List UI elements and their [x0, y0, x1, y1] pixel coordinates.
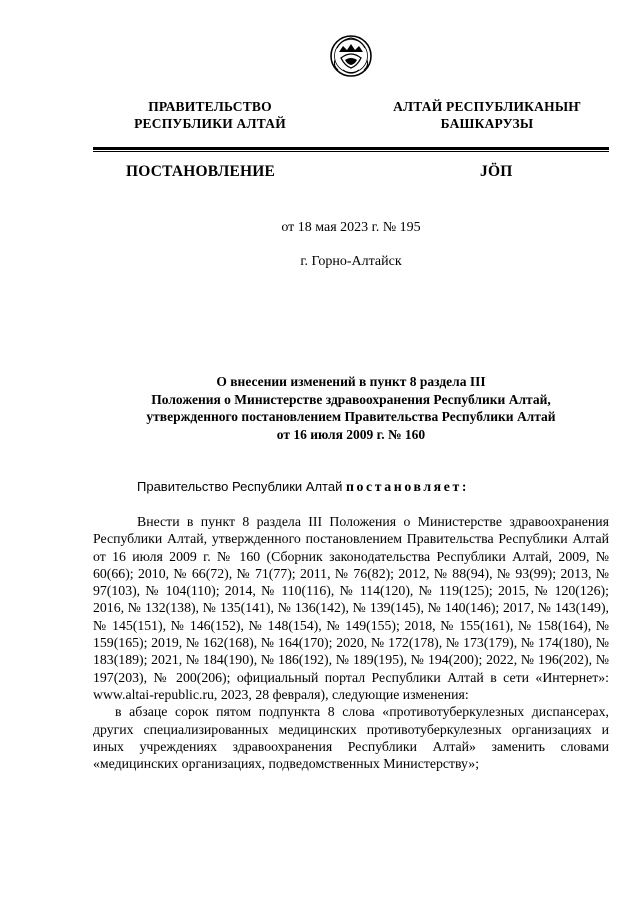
resolution-word: постановляет: [345, 479, 470, 494]
header-right-line1: АЛТАЙ РЕСПУБЛИКАНЫҤ [393, 99, 581, 114]
title-line-1: О внесении изменений в пункт 8 раздела III [216, 374, 486, 389]
header-right-block [372, 98, 602, 132]
title-line-2: Положения о Министерстве здравоохранения Республики Алтай, [151, 391, 551, 407]
document-body [93, 513, 609, 772]
header-divider-thin [93, 151, 609, 152]
header-left-line2: РЕСПУБЛИКИ АЛТАЙ [134, 116, 286, 131]
city-line: г. Горно-Алтайск [300, 254, 402, 269]
header-right-line2: БАШКАРУЗЫ [440, 116, 534, 131]
doc-type-left: ПОСТАНОВЛЕНИЕ [126, 163, 276, 180]
header-divider-thick [93, 147, 609, 150]
document-title [93, 373, 609, 443]
header-left-line1: ПРАВИТЕЛЬСТВО [148, 99, 272, 114]
title-line-4: от 16 июля 2009 г. № 160 [276, 426, 426, 442]
title-line-3: утвержденного постановлением Правительства Республики Алтай [146, 409, 556, 424]
resolution-prefix: Правительство Республики Алтай [137, 479, 346, 494]
body-paragraph-2: в абзаце сорок пятом подпункта 8 слова «противотуберкулезных диспансерах, других специализированных медицинских противотуберкулезных организациях и иных учреждениях здравоохранения Республики Алтай» заменить словами «медицинских организациях, подведомственных Министерству»; [93, 704, 609, 772]
date-number-line: от 18 мая 2023 г. № 195 [281, 220, 421, 235]
body-paragraph-1: Внести в пункт 8 раздела III Положения о Министерстве здравоохранения Республики Алтай, утвержденного постановлением Правительства Республики Алтай от 16 июля 2009 г. № 160 (Сборник законодательства Республики Алтай, 2009, № 60(66); 2010, № 66(72), № 71(77); 2011, № 76(82); 2012, № 88(94), № 93(99); 2013, № 97(103), № 104(110); 2014, № 110(116), № 114(120), № 119(125); 2015, № 120(126); 2016, № 132(138), № 135(141), № 136(142), № 139(145), № 140(146); 2017, № 143(149), № 145(151), № 146(152), № 148(154), № 149(155); 2018, № 155(161), № 158(164), № 159(165); 2019, № 162(168), № 164(170); 2020, № 172(178), № 173(179), № 174(180), № 183(189); 2021, № 184(190), № 186(192), № 189(195), № 194(200); 2022, № 196(202), № 197(203), № 200(206); официальный портал Республики Алтай в сети «Интернет»: www.altai-republic.ru, 2023, 28 февраля), следующие изменения: [93, 514, 609, 702]
coat-of-arms-emblem [329, 32, 373, 80]
header-left-block [95, 98, 325, 132]
resolution-line [137, 479, 469, 495]
doc-type-right: JӦП [480, 163, 513, 180]
